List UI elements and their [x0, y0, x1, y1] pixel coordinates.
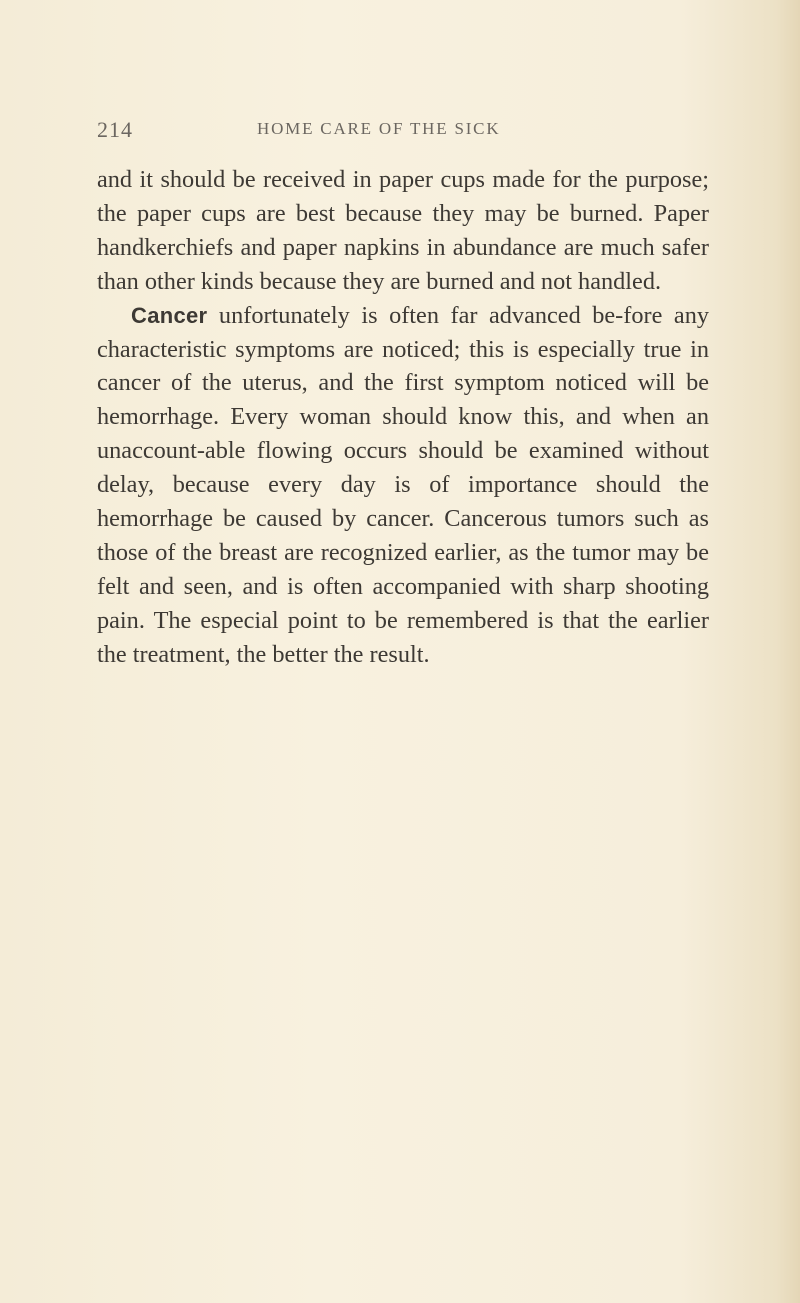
body-text [97, 163, 709, 672]
paragraph-2-text: unfortunately is often far advanced be-fore any characteristic symptoms are noticed; this is especially true in cancer of the uterus, and the first symptom noticed will be hemorrhage. Every woman should know this, and when an unaccount-able flowing occurs should be examined without delay, because every day is of importance should the hemorrhage be caused by cancer. Cancerous tumors such as those of the breast are recognized earlier, as the tumor may be felt and seen, and is often accompanied with sharp shooting pain. The especial point to be remembered is that the earlier the treatment, the better the result. [97, 301, 709, 668]
paragraph-2 [97, 299, 709, 672]
page-number: 214 [97, 117, 133, 142]
paragraph-1: and it should be received in paper cups made for the purpose; the paper cups are best because they may be burned. Paper handkerchiefs and paper napkins in abundance are much safer than other kinds because they are burned and not handled. [97, 166, 709, 295]
page-header [97, 117, 717, 143]
running-head: HOME CARE OF THE SICK [257, 119, 501, 138]
paragraph-2-lead-word: Cancer [131, 302, 208, 328]
